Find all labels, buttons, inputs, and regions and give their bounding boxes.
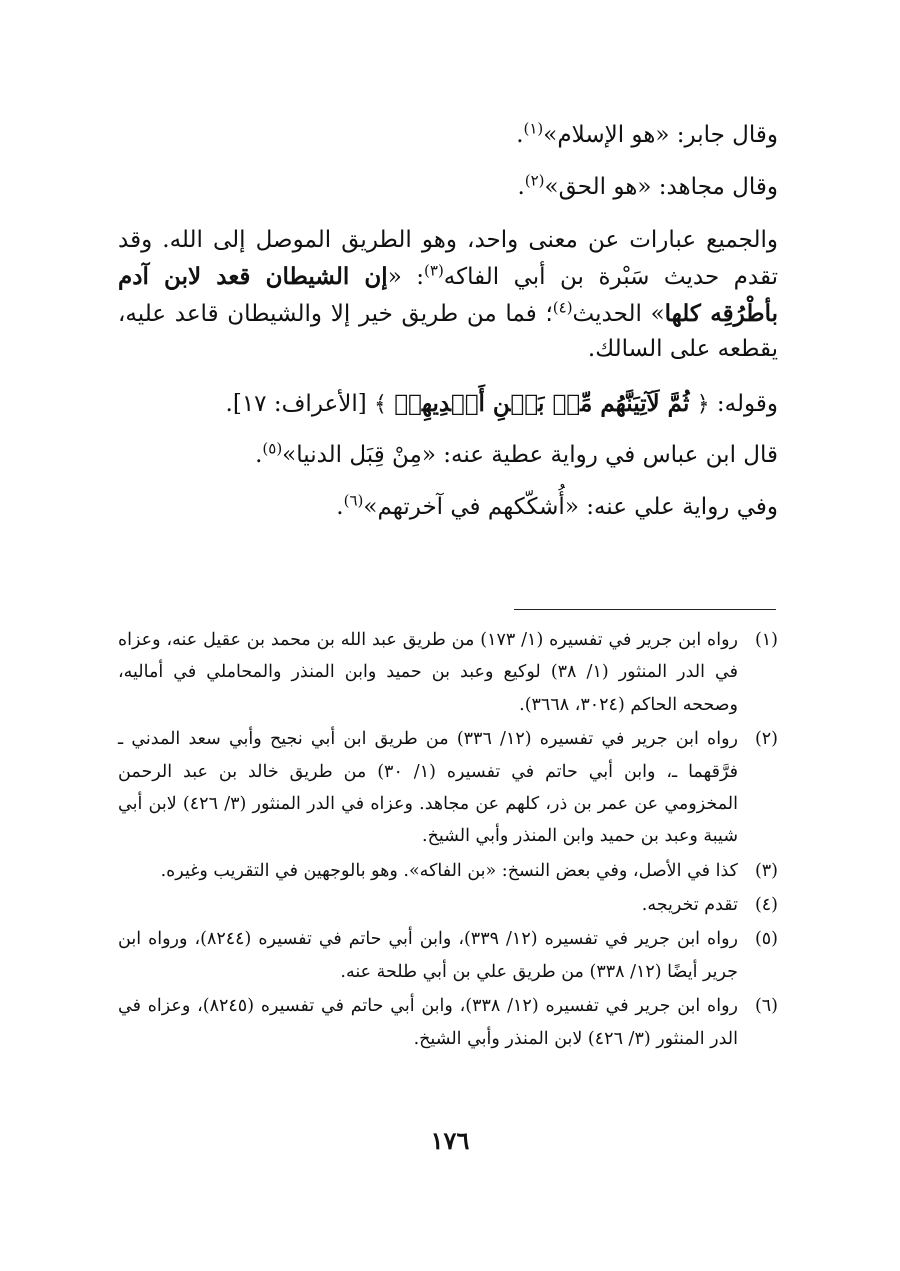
footnote-number: (٤) (754, 895, 778, 915)
paragraph-ibn-abbas-end: . (255, 442, 263, 469)
page-number: ١٧٦ (430, 1126, 470, 1155)
paragraph-ali-end: . (336, 494, 344, 521)
paragraph-summary-part-a: والجميع عبارات عن معنى واحد، وهو الطريق الموصل إلى الله. وقد تقدم حديث سَبْرة بن أبي الفاكه (118, 227, 778, 290)
footnote-item (118, 889, 778, 921)
paragraph-ali-text: وفي رواية علي عنه: «أُشكّكهم في آخرتهم» (363, 494, 778, 521)
paragraph-jabir-text: وقال جابر: «هو الإسلام» (543, 122, 778, 148)
paragraph-ibn-abbas-text: قال ابن عباس في رواية عطية عنه: «مِنْ قِبَل الدنيا» (282, 442, 778, 469)
footnote-item (118, 855, 778, 887)
quran-close-brace: ﴾ (374, 391, 387, 417)
footnote-number: (١) (754, 630, 778, 650)
paragraph-ibn-abbas (118, 438, 778, 474)
paragraph-mujahid-text: وقال مجاهد: «هو الحق» (544, 173, 778, 200)
footnote-ref-1: (١) (523, 119, 544, 138)
verse-reference: [الأعراف: ١٧]. (225, 390, 375, 417)
paragraph-summary-part-b: : « (387, 263, 425, 290)
footnote-text: رواه ابن جرير في تفسيره (١٢/ ٣٣٩)، وابن أبي حاتم في تفسيره (٨٢٤٤)، ورواه ابن جرير أيضًا (١٢/ ٣٣٨) من طريق علي بن أبي طلحة عنه. (118, 929, 738, 982)
paragraph-verse (118, 386, 778, 423)
quran-open-brace: ﴿ (696, 391, 710, 417)
footnote-ref-4: (٤) (552, 297, 573, 316)
paragraph-jabir (118, 118, 778, 154)
paragraph-mujahid-end: . (517, 173, 525, 200)
footnote-item (118, 723, 778, 853)
footnote-divider (514, 609, 776, 610)
footnote-ref-2: (٢) (524, 170, 545, 189)
paragraph-mujahid (118, 170, 778, 206)
hadith-quote: إن الشيطان قعد لابن آدم بأطْرُقِه كلها (118, 262, 778, 327)
footnote-number: (٥) (754, 929, 778, 950)
paragraph-ali (118, 490, 778, 526)
footnote-number: (٢) (754, 729, 778, 750)
footnote-item (118, 624, 778, 721)
footnote-ref-3: (٣) (424, 261, 444, 280)
footnote-item (118, 990, 778, 1055)
verse-intro: وقوله: (709, 390, 778, 417)
footnotes (118, 624, 778, 1057)
footnote-text: رواه ابن جرير في تفسيره (١٢/ ٣٣٨)، وابن أبي حاتم في تفسيره (٨٢٤٥)، وعزاه في الدر المنثور (٣/ ٤٢٦) لابن المنذر وأبي الشيخ. (118, 996, 738, 1049)
footnote-text: كذا في الأصل، وفي بعض النسخ: «بن الفاكه». وهو بالوجهين في التقريب وغيره. (160, 860, 738, 881)
main-text (118, 118, 778, 542)
paragraph-summary (118, 223, 778, 368)
footnote-text: رواه ابن جرير في تفسيره (١/ ١٧٣) من طريق عبد الله بن محمد بن عقيل عنه، وعزاه في الدر المنثور (١/ ٣٨) لوكيع وعبد بن حميد وابن المنذر والمحاملي في أماليه، وصححه الحاكم (٣٠٢٤، ٣٦٦٨). (118, 630, 738, 715)
footnote-text: رواه ابن جرير في تفسيره (١٢/ ٣٣٦) من طريق ابن أبي نجيح وأبي سعد المدني ـ فرَّقهما ـ، وابن أبي حاتم في تفسيره (١/ ٣٠) من طريق خالد بن عبد الرحمن المخزومي عن عمر بن ذر، كلهم عن مجاهد. وعزاه في الدر المنثور (٣/ ٤٢٦) لابن أبي شيبة وعبد بن حميد وابن المنذر وأبي الشيخ. (118, 729, 738, 847)
paragraph-summary-part-c: » الحديث (572, 300, 665, 327)
paragraph-jabir-end: . (516, 122, 524, 148)
quran-verse: ثُمَّ لَآتِيَنَّهُم مِّنۢ بَيۡنِ أَيۡدِيهِمۡ (394, 389, 690, 417)
footnote-ref-6: (٦) (343, 491, 364, 510)
footnote-text: تقدم تخريجه. (641, 895, 738, 915)
paragraph-summary-part-d: ؛ فما من طريق خير إلا والشيطان قاعد عليه، يقطعه على السالك. (118, 300, 778, 363)
footnote-number: (٣) (754, 860, 778, 881)
footnote-item (118, 923, 778, 988)
footnote-number: (٦) (754, 996, 778, 1017)
footnote-ref-5: (٥) (262, 439, 283, 458)
